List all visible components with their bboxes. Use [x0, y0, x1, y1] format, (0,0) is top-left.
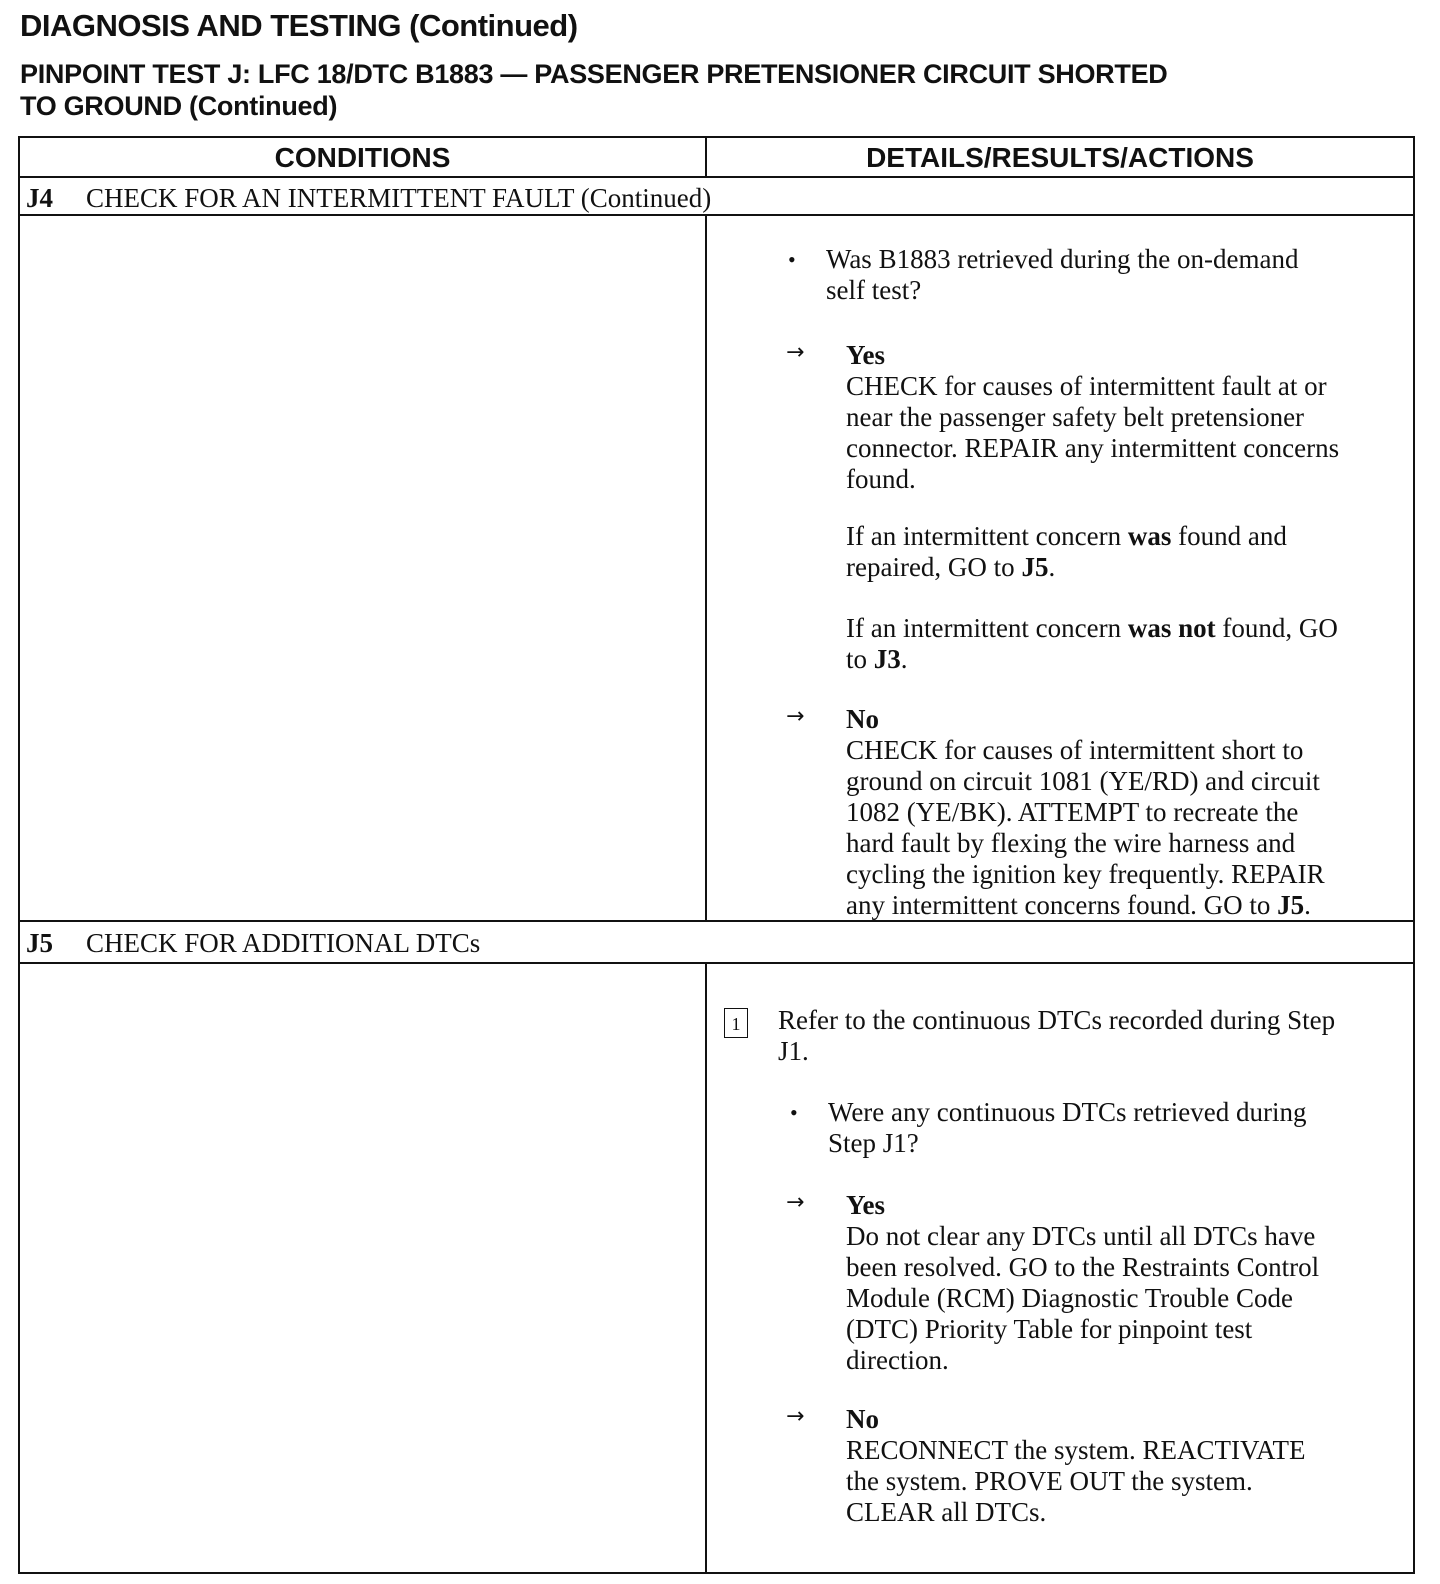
- column-divider-j5: [705, 962, 707, 1574]
- j5-question: [790, 1097, 1388, 1159]
- pinpoint-title-line-1: PINPOINT TEST J: LFC 18/DTC B1883 — PASSENGER PRETENSIONER CIRCUIT SHORTED: [20, 59, 1168, 89]
- j5-yes-line-3: Module (RCM) Diagnostic Trouble Code: [846, 1283, 1294, 1313]
- j4-yes-line-1: CHECK for causes of intermittent fault at or: [846, 371, 1327, 401]
- step-j5-heading: [26, 925, 480, 961]
- j4-question-line-1: Was B1883 retrieved during the on-demand: [826, 244, 1299, 274]
- j5-no-result: [846, 1404, 1416, 1528]
- arrow-right-icon: →: [786, 1404, 805, 1429]
- j5-yes-line-1: Do not clear any DTCs until all DTCs have: [846, 1221, 1316, 1251]
- step-j4-number: J4: [26, 183, 53, 213]
- j4-question-line-2: self test?: [826, 275, 922, 305]
- j5-no-label: No: [846, 1404, 879, 1434]
- j5-step-line-2: J1.: [778, 1036, 809, 1066]
- page-title: DIAGNOSIS AND TESTING (Continued): [20, 8, 578, 43]
- j5-no-line-3: CLEAR all DTCs.: [846, 1497, 1047, 1527]
- j4-yes-result: [846, 340, 1416, 495]
- j5-yes-line-5: direction.: [846, 1345, 949, 1375]
- j4-no-line-3: 1082 (YE/BK). ATTEMPT to recreate the: [846, 797, 1299, 827]
- j5-yes-result: [846, 1190, 1416, 1376]
- j4-no-result: [846, 704, 1416, 921]
- details-column-header: DETAILS/RESULTS/ACTIONS: [866, 142, 1254, 173]
- j4-yes-line-4: found.: [846, 464, 916, 494]
- j4-found-instruction: [846, 521, 1406, 583]
- pinpoint-title-line-2: TO GROUND (Continued): [20, 91, 338, 121]
- j5-question-line-1: Were any continuous DTCs retrieved during: [828, 1097, 1307, 1127]
- j4-yes-line-2: near the passenger safety belt pretensioner: [846, 402, 1305, 432]
- j5-yes-line-4: (DTC) Priority Table for pinpoint test: [846, 1314, 1253, 1344]
- pinpoint-test-title: [20, 58, 1420, 122]
- arrow-right-icon: →: [786, 340, 805, 365]
- j4-yes-label: Yes: [846, 340, 885, 370]
- column-divider-j4: [705, 214, 707, 922]
- divider-header: [18, 176, 1415, 178]
- arrow-right-icon: →: [786, 704, 805, 729]
- conditions-column-header: CONDITIONS: [274, 142, 451, 173]
- step-j4-heading: [26, 180, 711, 216]
- arrow-right-icon: →: [786, 1190, 805, 1215]
- bullet-icon: •: [790, 1100, 798, 1125]
- j4-found-line-2: repaired, GO to J5.: [846, 552, 1056, 582]
- j4-no-line-1: CHECK for causes of intermittent short to: [846, 735, 1304, 765]
- j4-no-line-6: any intermittent concerns found. GO to J5.: [846, 890, 1311, 920]
- j5-step-1: [778, 1005, 1408, 1067]
- j5-no-line-1: RECONNECT the system. REACTIVATE: [846, 1435, 1306, 1465]
- j4-no-line-2: ground on circuit 1081 (YE/RD) and circuit: [846, 766, 1320, 796]
- j4-not-found-instruction: [846, 613, 1406, 675]
- j5-step-line-1: Refer to the continuous DTCs recorded during Step: [778, 1005, 1336, 1035]
- step-j5-number: J5: [26, 928, 53, 958]
- j4-not-found-line-2: to J3.: [846, 644, 908, 674]
- j4-not-found-line-1: If an intermittent concern was not found, GO: [846, 613, 1338, 643]
- j4-no-line-5: cycling the ignition key frequently. REPAIR: [846, 859, 1325, 889]
- j5-yes-line-2: been resolved. GO to the Restraints Control: [846, 1252, 1320, 1282]
- j4-question: [788, 244, 1386, 306]
- bullet-icon: •: [788, 247, 796, 272]
- j4-yes-line-3: connector. REPAIR any intermittent concerns: [846, 433, 1340, 463]
- step-j4-title: CHECK FOR AN INTERMITTENT FAULT (Continued): [86, 183, 712, 213]
- step-number-box: 1: [724, 1008, 748, 1038]
- j5-question-line-2: Step J1?: [828, 1128, 919, 1158]
- j4-no-label: No: [846, 704, 879, 734]
- j4-no-line-4: hard fault by flexing the wire harness and: [846, 828, 1296, 858]
- j5-no-line-2: the system. PROVE OUT the system.: [846, 1466, 1253, 1496]
- j4-found-line-1: If an intermittent concern was found and: [846, 521, 1287, 551]
- step-j5-title: CHECK FOR ADDITIONAL DTCs: [86, 928, 481, 958]
- divider-j5-title: [18, 962, 1415, 964]
- j5-yes-label: Yes: [846, 1190, 885, 1220]
